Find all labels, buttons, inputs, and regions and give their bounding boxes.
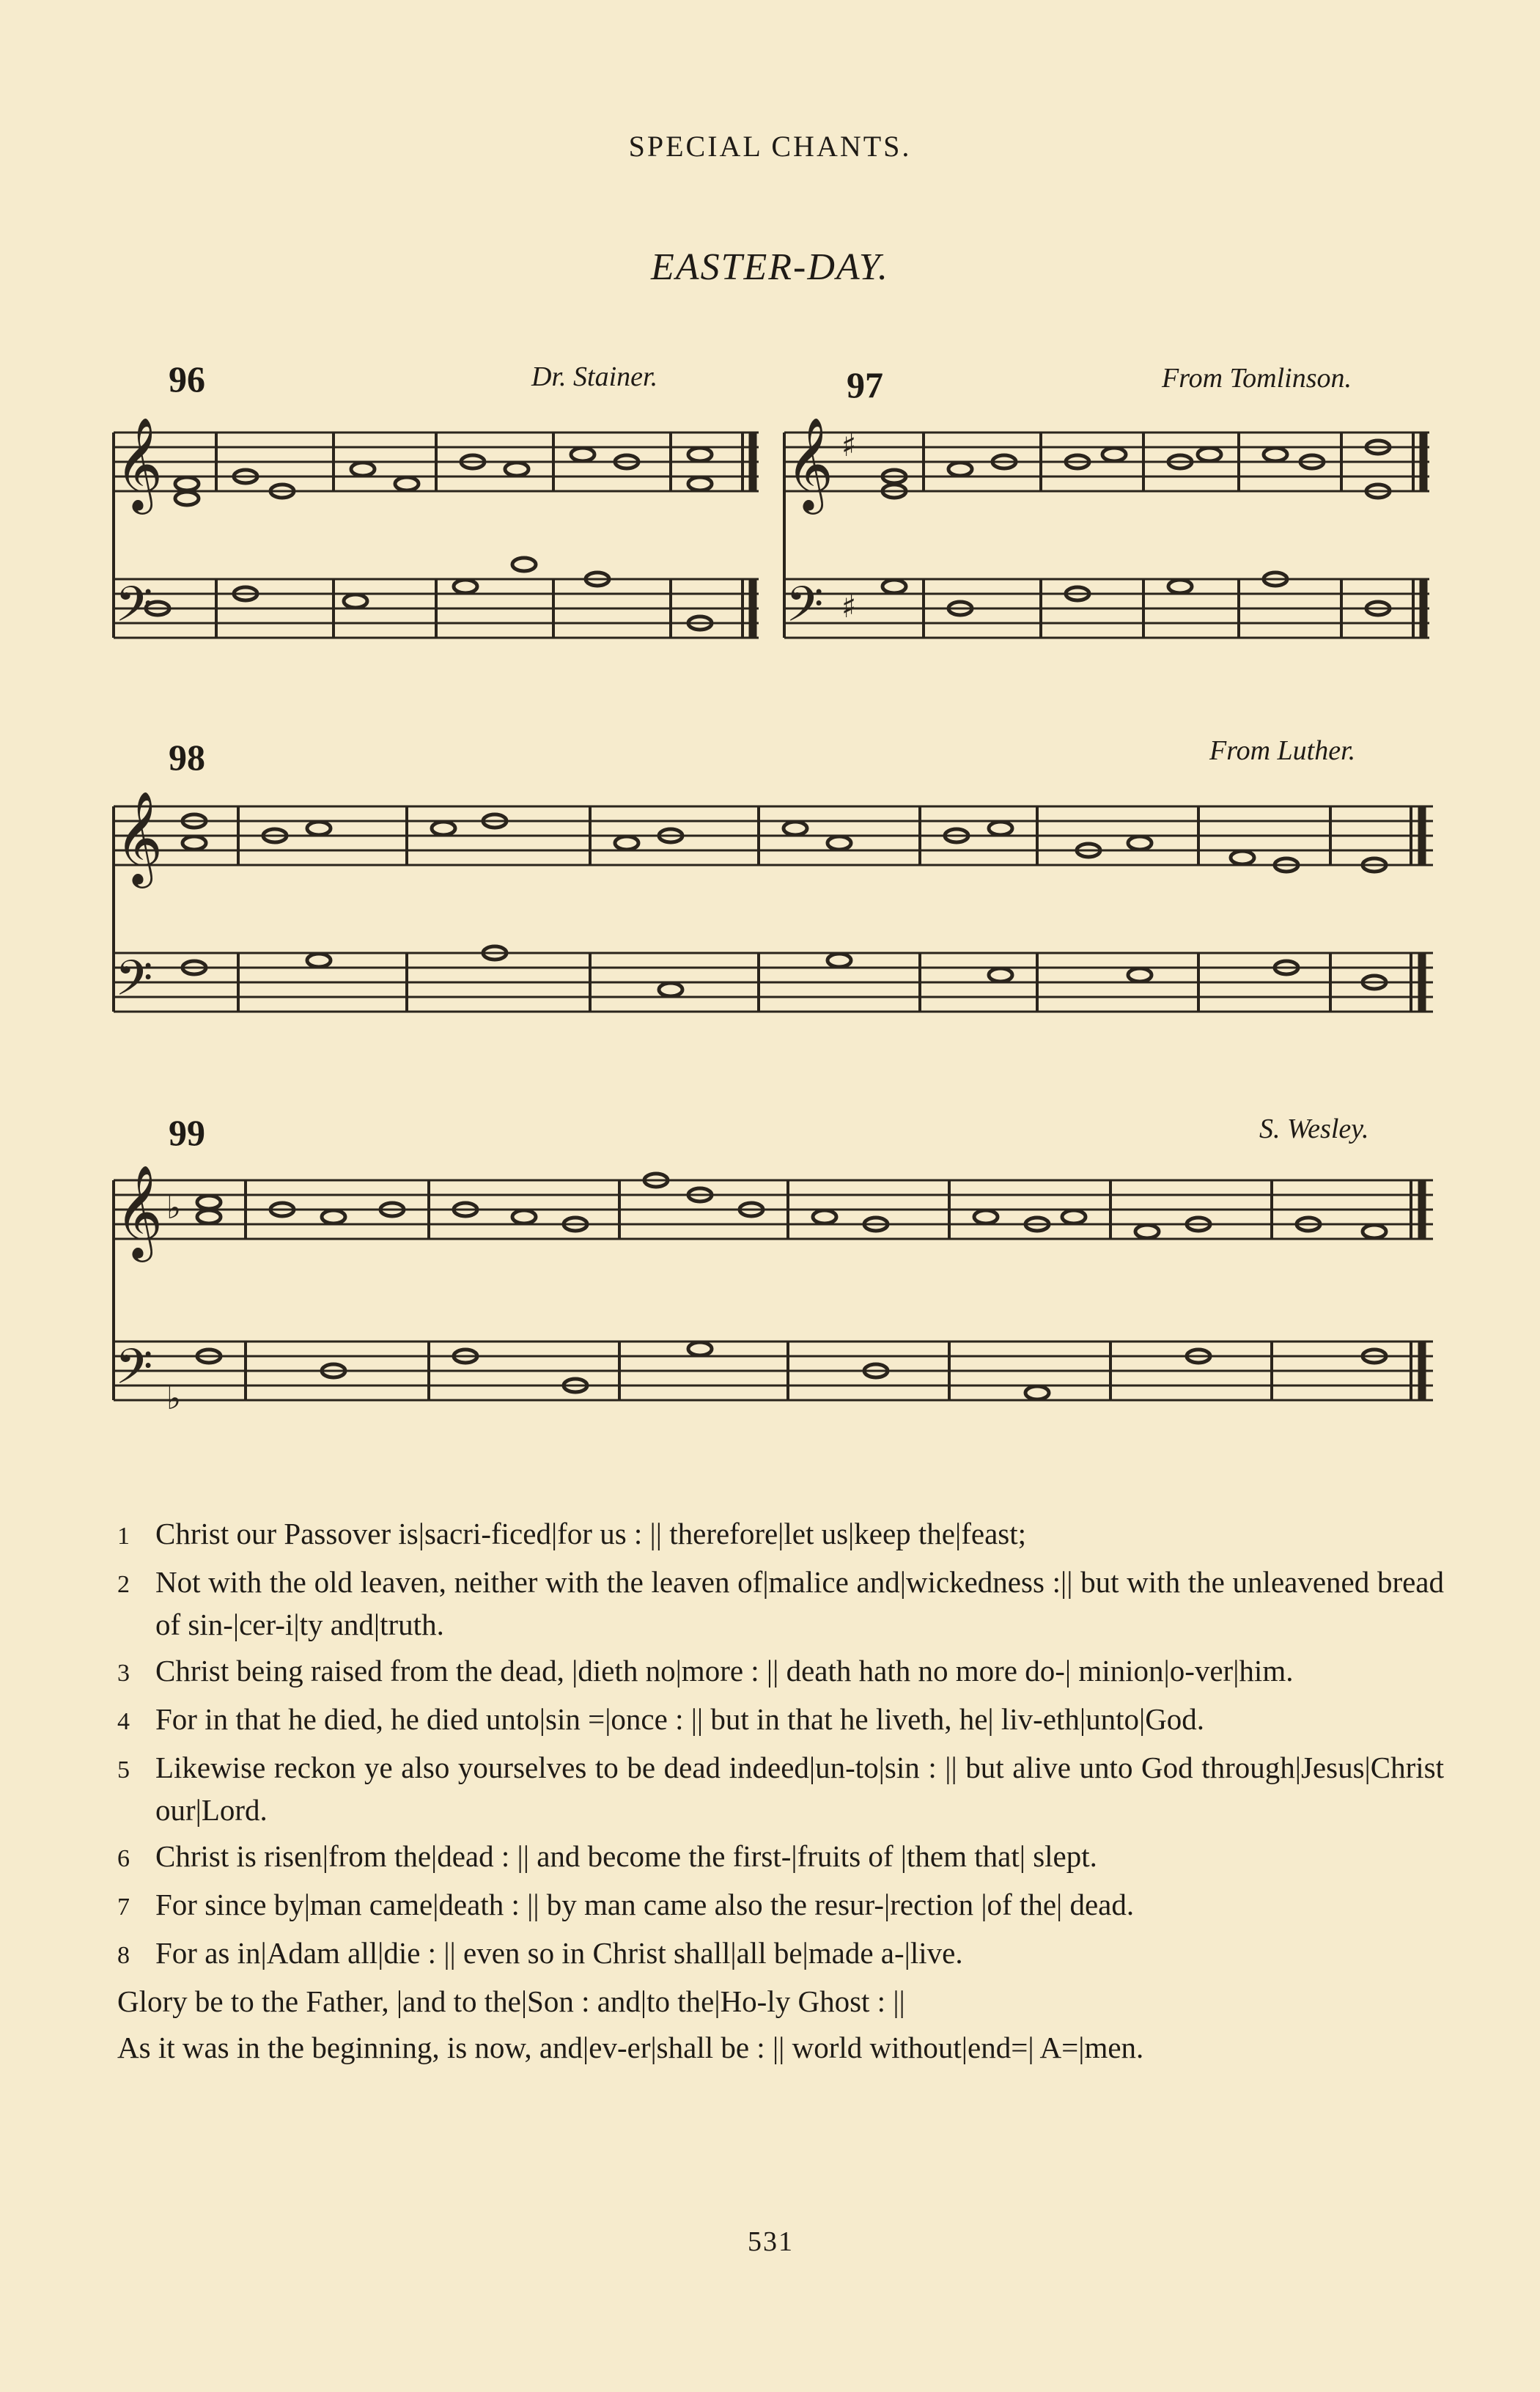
notes: [883, 441, 1390, 615]
verse-text: Christ our Passover is|sacri-ficed|for us : || therefore|let us|keep the|feast;: [155, 1517, 1026, 1550]
chant-97-score: [784, 411, 1429, 652]
chant-composer-99: S. Wesley.: [1259, 1114, 1369, 1144]
verse-number: 7: [117, 1894, 130, 1921]
treble-clef-icon: 𝄞: [115, 416, 163, 510]
section-title: EASTER-DAY.: [651, 246, 889, 288]
chant-99-score: [114, 1151, 1433, 1415]
verse-4: [117, 1699, 1444, 1742]
verse-number: 1: [117, 1523, 130, 1550]
verse-5: [117, 1748, 1444, 1830]
chant-number-99: 99: [169, 1112, 205, 1153]
notes: [146, 448, 712, 630]
chant-96-score: [114, 411, 759, 652]
notes: [183, 814, 1386, 996]
verse-8: [117, 1933, 1444, 1976]
verse-text: For in that he died, he died unto|sin =|once : || but in that he liveth, he| liv-eth|unto|God.: [155, 1702, 1205, 1736]
sharp-icon: ♯: [841, 427, 857, 463]
treble-clef-icon: 𝄞: [786, 416, 834, 510]
gloria-2: [117, 2028, 1444, 2068]
verse-text: Not with the old leaven, neither with the leaven of|malice and|wickedness :|| but with the unleavened bread of sin-|cer-i|ty and|truth.: [155, 1565, 1444, 1641]
verse-number: 5: [117, 1756, 130, 1784]
bass-clef-icon: 𝄢: [115, 950, 153, 1018]
chant-composer-97: From Tomlinson.: [1162, 363, 1352, 394]
verse-number: 6: [117, 1845, 130, 1872]
page-number: 531: [748, 2226, 794, 2257]
verse-2: [117, 1562, 1444, 1645]
verse-1: [117, 1514, 1444, 1556]
chant-composer-98: From Luther.: [1209, 735, 1356, 766]
gloria-1: [117, 1981, 1444, 2022]
verse-text: As it was in the beginning, is now, and|ev-er|shall be : || world without|end=| A=|men.: [117, 2031, 1144, 2064]
verse-7: [117, 1885, 1444, 1927]
chant-text: [117, 1514, 1444, 2074]
chant-composer-96: Dr. Stainer.: [531, 361, 658, 392]
verse-number: 3: [117, 1660, 130, 1687]
verse-text: Glory be to the Father, |and to the|Son : and|to the|Ho-ly Ghost : ||: [117, 1984, 905, 2018]
verse-text: For since by|man came|death : || by man came also the resur-|rection |of the| dead.: [155, 1888, 1135, 1921]
verse-text: Christ is risen|from the|dead : || and become the first-|fruits of |them that| slept.: [155, 1839, 1097, 1873]
chant-number-96: 96: [169, 358, 205, 400]
verse-6: [117, 1836, 1444, 1879]
verse-text: Likewise reckon ye also yourselves to be dead indeed|un-to|sin : || but alive unto God through|Jesus|Christ our|Lord.: [155, 1751, 1444, 1827]
chant-number-97: 97: [847, 364, 883, 405]
bass-clef-icon: 𝄢: [115, 576, 153, 644]
notes: [197, 1174, 1386, 1399]
bass-clef-icon: 𝄢: [115, 1339, 153, 1407]
running-head: SPECIAL CHANTS.: [628, 130, 912, 163]
treble-clef-icon: 𝄞: [115, 1164, 163, 1258]
flat-icon: ♭: [166, 1380, 181, 1416]
chant-98-score: [114, 777, 1433, 1026]
verse-number: 2: [117, 1571, 130, 1598]
flat-icon: ♭: [166, 1190, 181, 1226]
verse-text: For as in|Adam all|die : || even so in Christ shall|all be|made a-|live.: [155, 1936, 963, 1970]
verse-number: 4: [117, 1708, 130, 1735]
treble-clef-icon: 𝄞: [115, 790, 163, 884]
sharp-icon: ♯: [841, 589, 857, 625]
verse-3: [117, 1651, 1444, 1693]
chant-number-98: 98: [169, 737, 205, 778]
verse-text: Christ being raised from the dead, |dieth no|more : || death hath no more do-| minion|o-ver|him.: [155, 1654, 1294, 1688]
bass-clef-icon: 𝄢: [786, 576, 824, 644]
verse-number: 8: [117, 1942, 130, 1969]
